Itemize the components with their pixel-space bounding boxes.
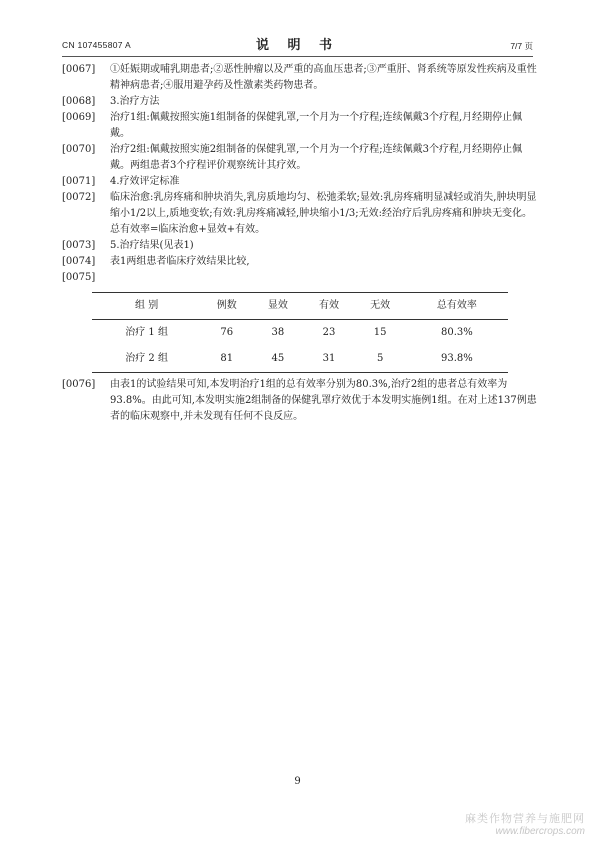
paragraph-number: [0073]: [62, 240, 96, 251]
table-row: [92, 346, 508, 373]
paragraph-text: 表1两组患者临床疗效结果比较,: [110, 256, 250, 267]
paragraph-0070: [62, 142, 538, 174]
table-header-row: [92, 293, 508, 320]
document-body: [62, 62, 538, 425]
watermark: [465, 810, 585, 837]
paragraph-0071: [62, 174, 538, 190]
page-header: [62, 34, 533, 56]
page-indicator: 7/7 页: [510, 41, 533, 51]
document-title: 说 明 书: [255, 38, 340, 53]
col-header-group: 组 别: [135, 300, 159, 311]
col-header-cases: 例数: [216, 300, 237, 311]
col-header-effective: 有效: [319, 300, 340, 311]
table-cell: 23: [322, 327, 336, 338]
col-header-ineffective: 无效: [370, 300, 391, 311]
paragraph-number: [0070]: [62, 144, 96, 155]
paragraph-number: [0068]: [62, 96, 96, 107]
paragraph-0069: [62, 110, 538, 142]
watermark-url: www.fibercrops.com: [495, 826, 585, 837]
header-divider: [62, 56, 533, 57]
paragraph-text: 4.疗效评定标准: [110, 176, 180, 187]
paragraph-0076: [62, 377, 538, 425]
patent-number: CN 107455807 A: [62, 40, 131, 50]
paragraph-text: 3.治疗方法: [110, 96, 160, 107]
paragraph-text: 治疗2组:佩戴按照实施2组制备的保健乳罩,一个月为一个疗程;连续佩戴3个疗程,月经期停止佩戴。两组患者3个疗程评价观察统计其疗效。: [110, 144, 523, 171]
table-cell: 93.8%: [440, 353, 473, 364]
table-cell: 治疗 1 组: [125, 327, 168, 338]
results-table: [92, 292, 508, 373]
paragraph-0075: [62, 270, 538, 286]
table-cell: 38: [271, 327, 285, 338]
col-header-total-rate: 总有效率: [436, 300, 477, 311]
paragraph-text: [110, 270, 538, 286]
table-cell: 5: [376, 353, 384, 364]
table-row: [92, 320, 508, 347]
table-cell: 81: [220, 353, 234, 364]
paragraph-number: [0074]: [62, 256, 96, 267]
table-cell: 80.3%: [440, 327, 473, 338]
paragraph-text: 由表1的试验结果可知,本发明治疗1组的总有效率分别为80.3%,治疗2组的患者总有效率为93.8%。由此可知,本发明实施2组制备的保健乳罩疗效优于本发明实施例1组。在对上述137例患者的临床观察中,并未发现有任何不良反应。: [110, 379, 537, 422]
results-table-container: [62, 292, 538, 373]
page-number: 9: [294, 776, 301, 787]
paragraph-number: [0072]: [62, 192, 96, 203]
paragraph-number: [0067]: [62, 64, 96, 75]
paragraph-0074: [62, 254, 538, 270]
paragraph-0073: [62, 238, 538, 254]
paragraph-number: [0075]: [62, 272, 96, 283]
table-cell: 45: [271, 353, 285, 364]
table-cell: 治疗 2 组: [125, 353, 168, 364]
paragraph-number: [0069]: [62, 112, 96, 123]
table-cell: 31: [322, 353, 336, 364]
col-header-marked-effect: 显效: [267, 300, 288, 311]
paragraph-text: 临床治愈:乳房疼痛和肿块消失,乳房质地均匀、松弛柔软;显效:乳房疼痛明显减轻或消失,肿块明显缩小1/2以上,质地变软;有效:乳房疼痛减轻,肿块缩小1/3;无效:经治疗后乳房疼痛和肿块无变化。总有效率=临床治愈+显效+有效。: [110, 192, 537, 235]
table-cell: 76: [220, 327, 234, 338]
paragraph-0068: [62, 94, 538, 110]
paragraph-number: [0071]: [62, 176, 96, 187]
paragraph-number: [0076]: [62, 379, 96, 390]
paragraph-0072: [62, 190, 538, 238]
paragraph-0067: [62, 62, 538, 94]
watermark-site-name: 麻类作物营养与施肥网: [465, 813, 585, 825]
paragraph-text: 治疗1组:佩戴按照实施1组制备的保健乳罩,一个月为一个疗程;连续佩戴3个疗程,月经期停止佩戴。: [110, 112, 523, 139]
paragraph-text: ①妊娠期或哺乳期患者;②恶性肿瘤以及严重的高血压患者;③严重肝、肾系统等原发性疾病及重性精神病患者;④服用避孕药及性激素类药物患者。: [110, 64, 537, 91]
paragraph-text: 5.治疗结果(见表1): [110, 240, 194, 251]
table-cell: 15: [373, 327, 387, 338]
